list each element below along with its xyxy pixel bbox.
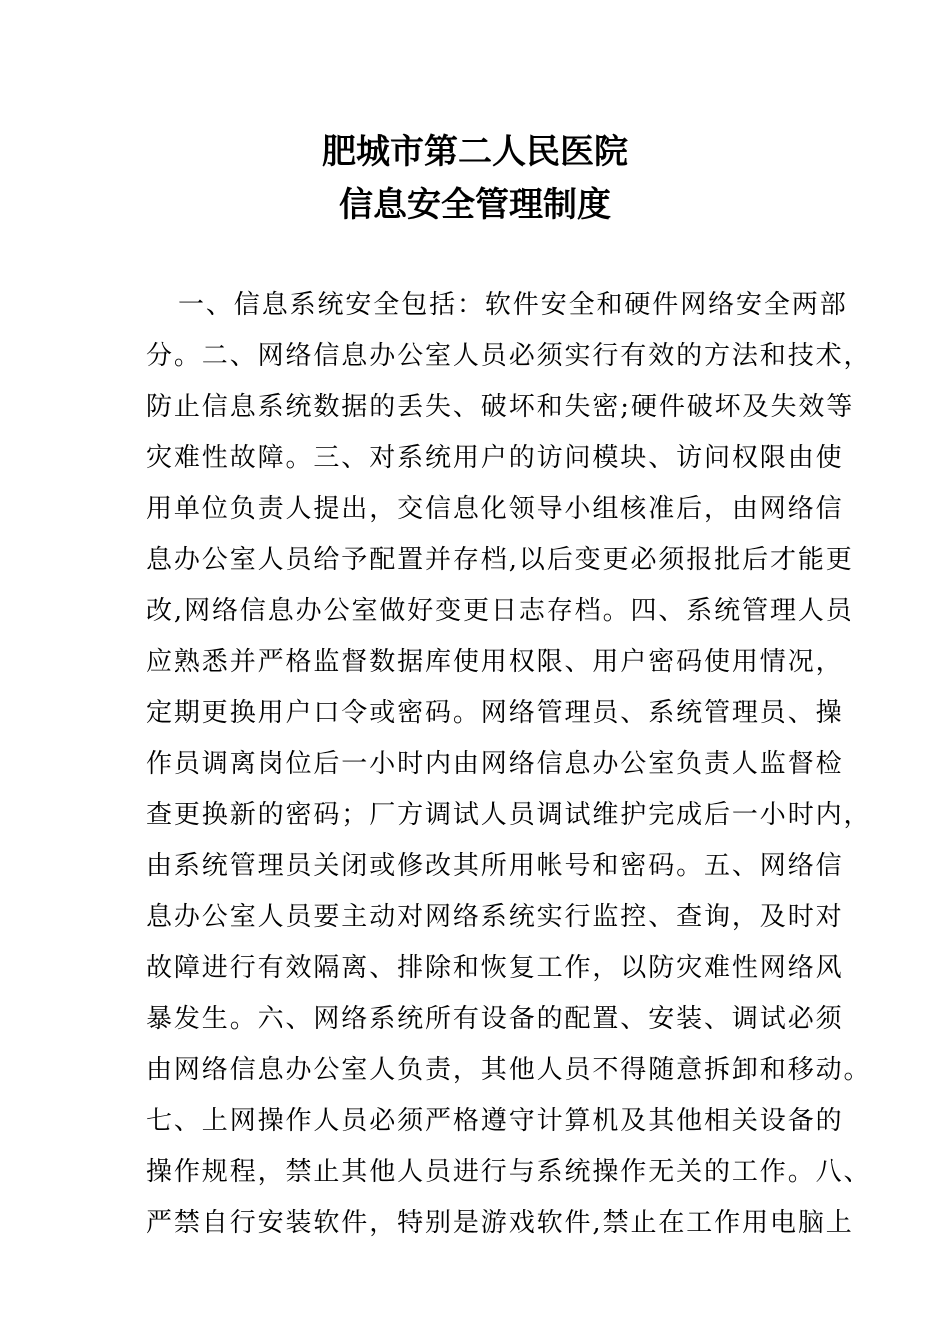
body-line: 定期更换用户口令或密码。网络管理员、系统管理员、操: [146, 698, 844, 728]
body-line: 严禁自行安装软件，特别是游戏软件,禁止在工作用电脑上: [146, 1208, 854, 1238]
body-line: 操作规程，禁止其他人员进行与系统操作无关的工作。八、: [146, 1157, 872, 1187]
body-line: 一、信息系统安全包括：软件安全和硬件网络安全两部: [178, 290, 848, 320]
regulation-body: [146, 280, 872, 1249]
body-line: 七、上网操作人员必须严格遵守计算机及其他相关设备的: [146, 1106, 844, 1136]
body-line: 由系统管理员关闭或修改其所用帐号和密码。五、网络信: [146, 851, 844, 881]
body-line: 暴发生。六、网络系统所有设备的配置、安装、调试必须: [146, 1004, 844, 1034]
body-line: 应熟悉并严格监督数据库使用权限、用户密码使用情况，: [146, 647, 844, 677]
body-line: 防止信息系统数据的丢失、破坏和失密;硬件破坏及失效等: [146, 392, 855, 422]
body-line: 息办公室人员给予配置并存档,以后变更必须报批后才能更: [146, 545, 854, 575]
body-line: 用单位负责人提出，交信息化领导小组核准后，由网络信: [146, 494, 844, 524]
hospital-name-title: 肥城市第二人民医院: [322, 132, 628, 172]
body-line: 由网络信息办公室人负责，其他人员不得随意拆卸和移动。: [146, 1055, 872, 1085]
body-line: 作员调离岗位后一小时内由网络信息办公室负责人监督检: [146, 749, 844, 779]
body-line: 查更换新的密码；厂方调试人员调试维护完成后一小时内，: [146, 800, 872, 830]
regulation-title: 信息安全管理制度: [339, 185, 611, 225]
body-line: 故障进行有效隔离、排除和恢复工作，以防灾难性网络风: [146, 953, 844, 983]
body-line: 灾难性故障。三、对系统用户的访问模块、访问权限由使: [146, 443, 844, 473]
body-line: 息办公室人员要主动对网络系统实行监控、查询，及时对: [146, 902, 844, 932]
body-line: 改,网络信息办公室做好变更日志存档。四、系统管理人员: [146, 596, 854, 626]
body-line: 分。二、网络信息办公室人员必须实行有效的方法和技术，: [146, 341, 872, 371]
